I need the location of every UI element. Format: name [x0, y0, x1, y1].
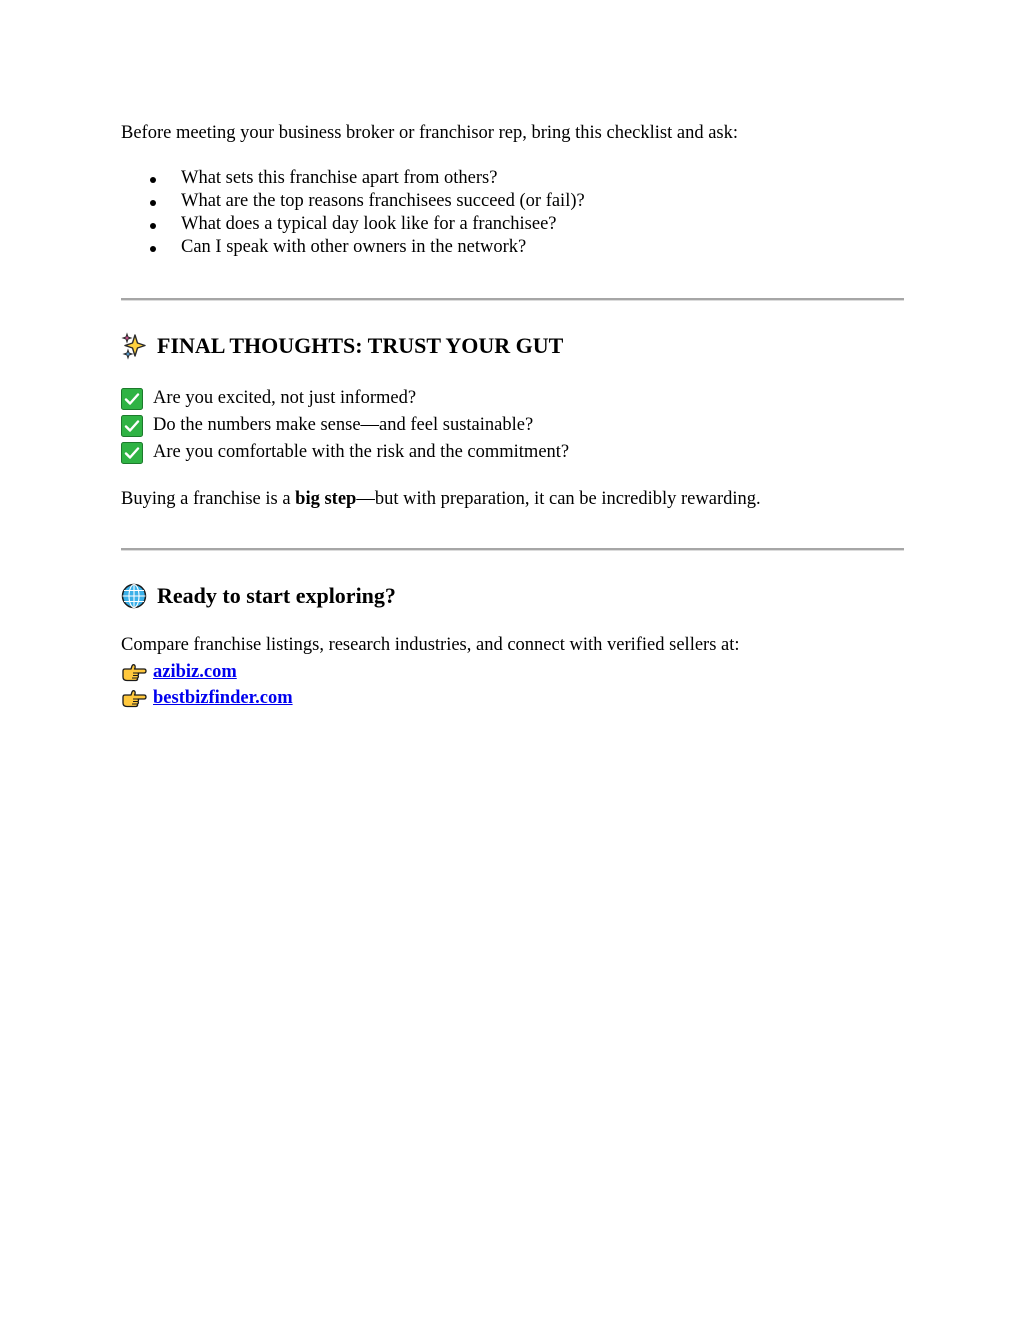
pointing-hand-icon — [121, 662, 147, 682]
list-item — [121, 190, 585, 213]
section-title: Ready to start exploring? — [157, 583, 396, 608]
azibiz-link[interactable]: azibiz.com — [153, 661, 237, 682]
intro-text: Before meeting your business broker or franchisor rep, bring this checklist and ask: — [121, 123, 739, 143]
check-text: Are you excited, not just informed? — [153, 388, 417, 408]
list-item — [121, 236, 585, 259]
horizontal-rule — [121, 298, 904, 301]
bestbizfinder-link[interactable]: bestbizfinder.com — [153, 687, 293, 708]
bullet-icon — [150, 246, 156, 252]
list-item — [121, 685, 293, 711]
closing-text-start: Buying a franchise is a — [121, 489, 296, 509]
check-item — [121, 412, 569, 439]
explore-heading — [121, 582, 396, 610]
check-mark-icon — [121, 388, 143, 410]
final-thoughts-heading — [121, 332, 563, 360]
bullet-icon — [150, 200, 156, 206]
check-item — [121, 385, 569, 412]
list-item — [121, 213, 585, 236]
list-item — [121, 167, 585, 190]
check-text: Are you comfortable with the risk and the commitment? — [153, 442, 570, 462]
question-list — [121, 167, 585, 259]
check-mark-icon — [121, 415, 143, 437]
bullet-icon — [150, 177, 156, 183]
closing-text-end: —but with preparation, it can be incredibly rewarding. — [356, 489, 761, 509]
question-text: What sets this franchise apart from others? — [181, 168, 498, 188]
explore-text: Compare franchise listings, research industries, and connect with verified sellers at: — [121, 635, 740, 655]
sparkles-icon — [121, 332, 149, 360]
pointing-hand-icon — [121, 688, 147, 708]
question-text: What are the top reasons franchisees succeed (or fail)? — [181, 191, 585, 211]
question-text: What does a typical day look like for a franchisee? — [181, 214, 557, 234]
closing-text-bold: big step — [295, 489, 357, 509]
globe-icon — [121, 582, 149, 610]
list-item — [121, 659, 293, 685]
checklist — [121, 385, 569, 466]
link-list — [121, 659, 293, 711]
horizontal-rule — [121, 548, 904, 551]
bullet-icon — [150, 223, 156, 229]
check-item — [121, 439, 569, 466]
section-title: FINAL THOUGHTS: TRUST YOUR GUT — [157, 333, 564, 358]
question-text: Can I speak with other owners in the network? — [181, 237, 527, 257]
check-mark-icon — [121, 442, 143, 464]
closing-paragraph — [121, 487, 761, 511]
check-text: Do the numbers make sense—and feel sustainable? — [153, 415, 534, 435]
